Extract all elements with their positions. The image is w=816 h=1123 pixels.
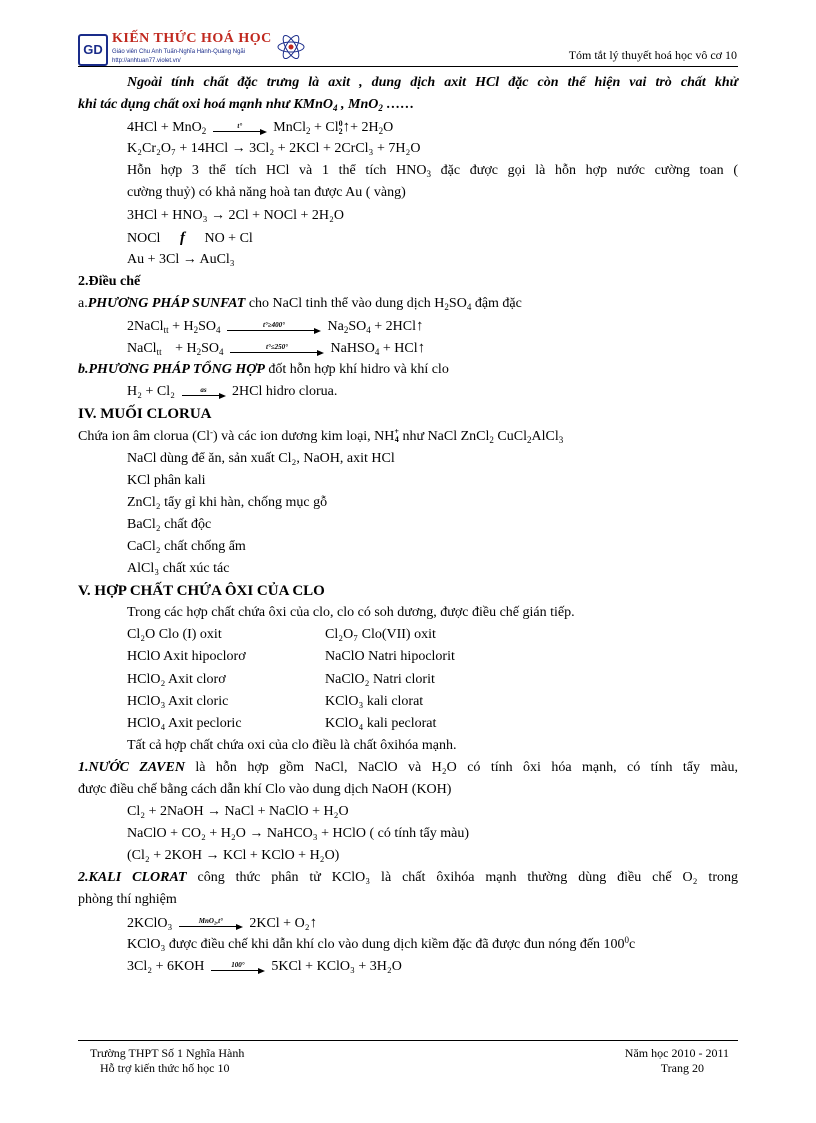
eq-text: + Cl — [310, 120, 339, 136]
equation-au: Au + 3Cl → AuCl₃ — [127, 251, 235, 267]
compound-left: HClO Axit hipoclorơ — [127, 649, 246, 665]
eq-text: + 2H — [350, 120, 379, 136]
intro-text-2b: , MnO — [337, 97, 379, 113]
chloride-text: ) và các ion dương kim loại, NH — [213, 428, 395, 444]
eq-text: 4HCl + MnO — [127, 120, 202, 136]
eq-text: NO + Cl — [204, 230, 253, 246]
zaven-text: là hỗn hợp gồm NaCl, NaClO và H₂O có tính ôxi hóa mạnh, có tính tẩy màu, — [184, 759, 738, 775]
chloride-text: Chứa ion âm clorua (Cl — [78, 428, 211, 444]
zaven-line-1 — [78, 757, 738, 779]
eq-text: 2HCl hidro clorua. — [232, 384, 338, 400]
eq-text: NOCl — [127, 230, 161, 246]
section-heading-preparation: 2.Điều chế — [78, 273, 141, 289]
eq-sub: 2 — [201, 126, 207, 137]
use-item: BaCl₂ chất độc — [127, 516, 212, 532]
chloride-sub: 3 — [558, 434, 564, 445]
compound-row — [78, 713, 738, 735]
chloride-text: CuCl — [493, 428, 527, 444]
gas-up-arrow-icon: ↑ — [417, 340, 426, 357]
oxy-summary: Tất cả hợp chất chứa oxi của clo điều là chất ôxihóa mạnh. — [127, 737, 457, 753]
zaven-equation-2: NaClO + CO₂ + H₂O → NaHCO₃ + HClO ( có tính tẩy màu) — [127, 826, 470, 842]
method-sulfate-title: PHƯƠNG PHÁP SUNFAT — [87, 295, 246, 311]
zaven-line-2: được điều chế bằng cách dẫn khí Clo vào dung dịch NaOH (KOH) — [78, 782, 452, 797]
eq-sub: tt — [156, 347, 162, 358]
use-item: AlCl₃ chất xúc tác — [127, 561, 230, 577]
intro-text-1: Ngoài tính chất đặc trưng là axit , dung dịch axit HCl đặc còn thể hiện vai trò chất khử — [127, 75, 738, 90]
compound-left: HClO₂ Axit clorơ — [127, 671, 226, 687]
header-divider — [78, 66, 738, 67]
footer-support: Hỗ trợ kiến thức hố học 10 — [100, 1061, 230, 1075]
equilibrium-symbol: f — [179, 229, 185, 246]
eq-text: NaCl — [127, 341, 157, 357]
aqua-text-2: đặc được gọi là hỗn hợp nước cường toan ( — [430, 163, 738, 179]
compound-row — [78, 646, 738, 668]
equation-nocl — [78, 227, 738, 249]
equation-nacl-250 — [78, 337, 738, 359]
arrow-condition: MnO₂,t° — [198, 917, 223, 926]
stack-bottom: 4 — [394, 435, 399, 445]
use-item: NaCl dùng để ăn, sản xuất Cl₂, NaOH, axit HCl — [127, 450, 395, 466]
compound-row — [78, 691, 738, 713]
logo-subtitle: Giáo viên Chu Anh Tuấn-Nghĩa Hành-Quảng Ngãi — [112, 49, 246, 55]
zaven-equation-1: Cl₂ + 2NaOH → NaCl + NaClO + H₂O — [127, 804, 349, 820]
stack-top: 0 — [338, 118, 343, 128]
chloride-sub: 2 — [489, 434, 494, 445]
aqua-regia-line-1 — [78, 160, 738, 182]
compound-right: KClO₃ kali clorat — [325, 693, 424, 709]
chloride-text: như NaCl ZnCl — [398, 428, 490, 444]
compound-left: Cl₂O Clo (I) oxit — [127, 627, 222, 643]
kclo3-equation-2 — [78, 956, 738, 978]
chloride-sub: 2 — [526, 434, 532, 445]
eq-sub: 4 — [366, 325, 371, 336]
kclo3-equation-1 — [78, 912, 738, 934]
method-text: SO — [448, 295, 467, 311]
compound-left: HClO₃ Axit cloric — [127, 693, 229, 709]
eq-text: + 2HCl — [370, 319, 416, 335]
logo-mark: GD — [78, 34, 108, 66]
eq-text: Na — [327, 319, 344, 335]
method-prefix: a. — [78, 295, 88, 311]
chloride-sup: - — [210, 426, 214, 437]
aqua-text-1: Hỗn hợp 3 thể tích HCl và 1 thể tích HNO — [127, 163, 427, 179]
intro-sub-1: 4 — [333, 103, 338, 114]
eq-text: NaHSO — [330, 341, 375, 357]
method-sulfate-line — [78, 293, 738, 315]
method-synthesis-line — [78, 359, 738, 381]
gas-up-arrow-icon: ↑ — [342, 119, 351, 136]
chloride-ion-line — [78, 426, 738, 448]
kclo3-line-3 — [78, 934, 738, 956]
eq-text: H₂ + Cl₂ — [127, 384, 175, 400]
use-item: ZnCl₂ tẩy gỉ khi hàn, chống mục gỗ — [127, 494, 328, 510]
section-heading-chloride-salts: IV. MUỐI CLORUA — [78, 406, 212, 423]
atom-icon — [276, 30, 306, 64]
reaction-arrow — [213, 121, 267, 135]
document-topic: Tóm tắt lý thuyết hoá học vô cơ 10 — [568, 48, 737, 62]
method-sub: 2 — [444, 301, 449, 312]
zaven-title: 1.NƯỚC ZAVEN — [78, 759, 185, 775]
footer-page-number: Trang 20 — [660, 1061, 704, 1075]
equation-nacl-400 — [78, 315, 738, 337]
document-body — [78, 72, 738, 978]
eq-sub: 4 — [374, 347, 380, 358]
aqua-sub: 3 — [426, 169, 431, 180]
reaction-arrow — [227, 320, 321, 334]
reaction-arrow — [211, 960, 265, 974]
method-synthesis-title: b.PHƯƠNG PHÁP TỔNG HỢP — [78, 362, 265, 378]
kclo3-text: KClO₃ được điều chế khi dẫn khí clo vào dung dịch kiềm đặc đã được đun nóng đến 100 — [127, 936, 625, 952]
compound-row — [78, 669, 738, 691]
zaven-equation-3: (Cl₂ + 2KOH → KCl + KClO + H₂O) — [127, 848, 340, 864]
aqua-regia-line-2: cường thuỷ) có khả năng hoà tan được Au ( vàng) — [127, 185, 406, 201]
reaction-arrow — [179, 916, 243, 930]
eq-sub: 2 — [343, 325, 349, 336]
method-text: cho NaCl tinh thể vào dung dịch H — [245, 295, 445, 311]
footer-divider — [78, 1040, 738, 1041]
reaction-arrow — [230, 342, 324, 356]
eq-text: 2NaCl — [127, 319, 164, 335]
eq-sub: 2 — [196, 347, 202, 358]
eq-text: O — [383, 120, 394, 136]
method-text: đốt hỗn hợp khí hidro và khí clo — [264, 362, 449, 378]
compound-right: Cl₂O₇ Clo(VII) oxit — [325, 627, 436, 643]
eq-text: 2KClO₃ — [127, 915, 173, 931]
eq-text: + H — [168, 319, 194, 335]
logo-url: http://anhtuan77.violet.vn/ — [112, 58, 181, 64]
gas-up-arrow-icon: ↑ — [309, 914, 318, 931]
arrow-condition: t°≥400° — [263, 320, 285, 329]
eq-text: SO — [198, 319, 216, 335]
section-heading-oxy-compounds: V. HỢP CHẤT CHỨA ÔXI CỦA CLO — [78, 583, 325, 600]
eq-sub: tt — [163, 325, 169, 336]
oxy-intro: Trong các hợp chất chứa ôxi của clo, clo có soh dương, được điều chế gián tiếp. — [127, 605, 575, 621]
reaction-arrow — [182, 385, 226, 399]
eq-text: SO — [348, 319, 367, 335]
eq-text: MnCl — [273, 120, 306, 136]
kclo3-title: 2.KALI CLORAT — [78, 870, 187, 886]
eq-sub: 4 — [219, 347, 224, 358]
compound-right: KClO₄ kali peclorat — [325, 715, 437, 731]
compound-right: NaClO₂ Natri clorit — [325, 671, 435, 687]
intro-line-2 — [78, 94, 738, 116]
logo-title: KIẾN THỨC HOÁ HỌC — [112, 31, 272, 46]
compound-right: NaClO Natri hipoclorit — [325, 649, 455, 665]
eq-text: 2KCl + O₂ — [249, 915, 310, 931]
kclo3-text: c — [629, 936, 636, 952]
kclo3-text: công thức phân tử KClO₃ là chất ôxihóa mạnh thường dùng điều chế O₂ trong — [186, 870, 738, 886]
compound-row — [78, 624, 738, 646]
use-item: CaCl₂ chất chống ẩm — [127, 538, 246, 554]
stack-top: + — [394, 427, 399, 437]
intro-line-1 — [78, 72, 738, 94]
eq-text: 5KCl + KClO₃ + 3H₂O — [271, 958, 402, 974]
method-text: đậm đặc — [471, 295, 522, 311]
eq-text: + HCl — [379, 341, 418, 357]
intro-text-2c: …… — [382, 97, 415, 113]
arrow-condition: 100° — [231, 960, 245, 969]
arrow-condition: t° — [237, 121, 243, 130]
compound-left: HClO₄ Axit pecloric — [127, 715, 242, 731]
kclo3-line-1 — [78, 867, 738, 889]
footer-year: Năm học 2010 - 2011 — [624, 1046, 729, 1060]
eq-sub: 2 — [378, 126, 384, 137]
equation-hcl-mno2 — [78, 116, 738, 138]
eq-sub: 2 — [305, 126, 311, 137]
method-sub: 4 — [466, 301, 472, 312]
intro-sub-2: 2 — [378, 103, 383, 114]
arrow-condition: t°≤250° — [266, 342, 288, 351]
chloride-text: AlCl — [531, 428, 559, 444]
use-item: KCl phân kali — [127, 472, 206, 488]
eq-text: + H — [171, 341, 197, 357]
arrow-condition: as — [200, 386, 207, 395]
gas-up-arrow-icon: ↑ — [415, 318, 424, 335]
eq-sub: 2 — [193, 325, 199, 336]
intro-text-2a: khi tác dụng chất oxi hoá mạnh như KMnO — [78, 97, 334, 113]
kclo3-sup: 0 — [624, 934, 630, 945]
equation-k2cr2o7: K₂Cr₂O₇ + 14HCl → 3Cl₂ + 2KCl + 2CrCl₃ + 7H₂O — [127, 141, 421, 157]
kclo3-line-2: phòng thí nghiệm — [78, 892, 177, 908]
stack-bottom: 2 — [338, 126, 343, 136]
equation-h2-cl2 — [78, 381, 738, 403]
eq-sub: 4 — [216, 325, 221, 336]
eq-text: 3Cl₂ + 6KOH — [127, 958, 205, 974]
footer-school: Trường THPT Số 1 Nghĩa Hành — [90, 1046, 245, 1060]
equation-hno3: 3HCl + HNO₃ → 2Cl + NOCl + 2H₂O — [127, 207, 345, 223]
eq-text: SO — [201, 341, 219, 357]
